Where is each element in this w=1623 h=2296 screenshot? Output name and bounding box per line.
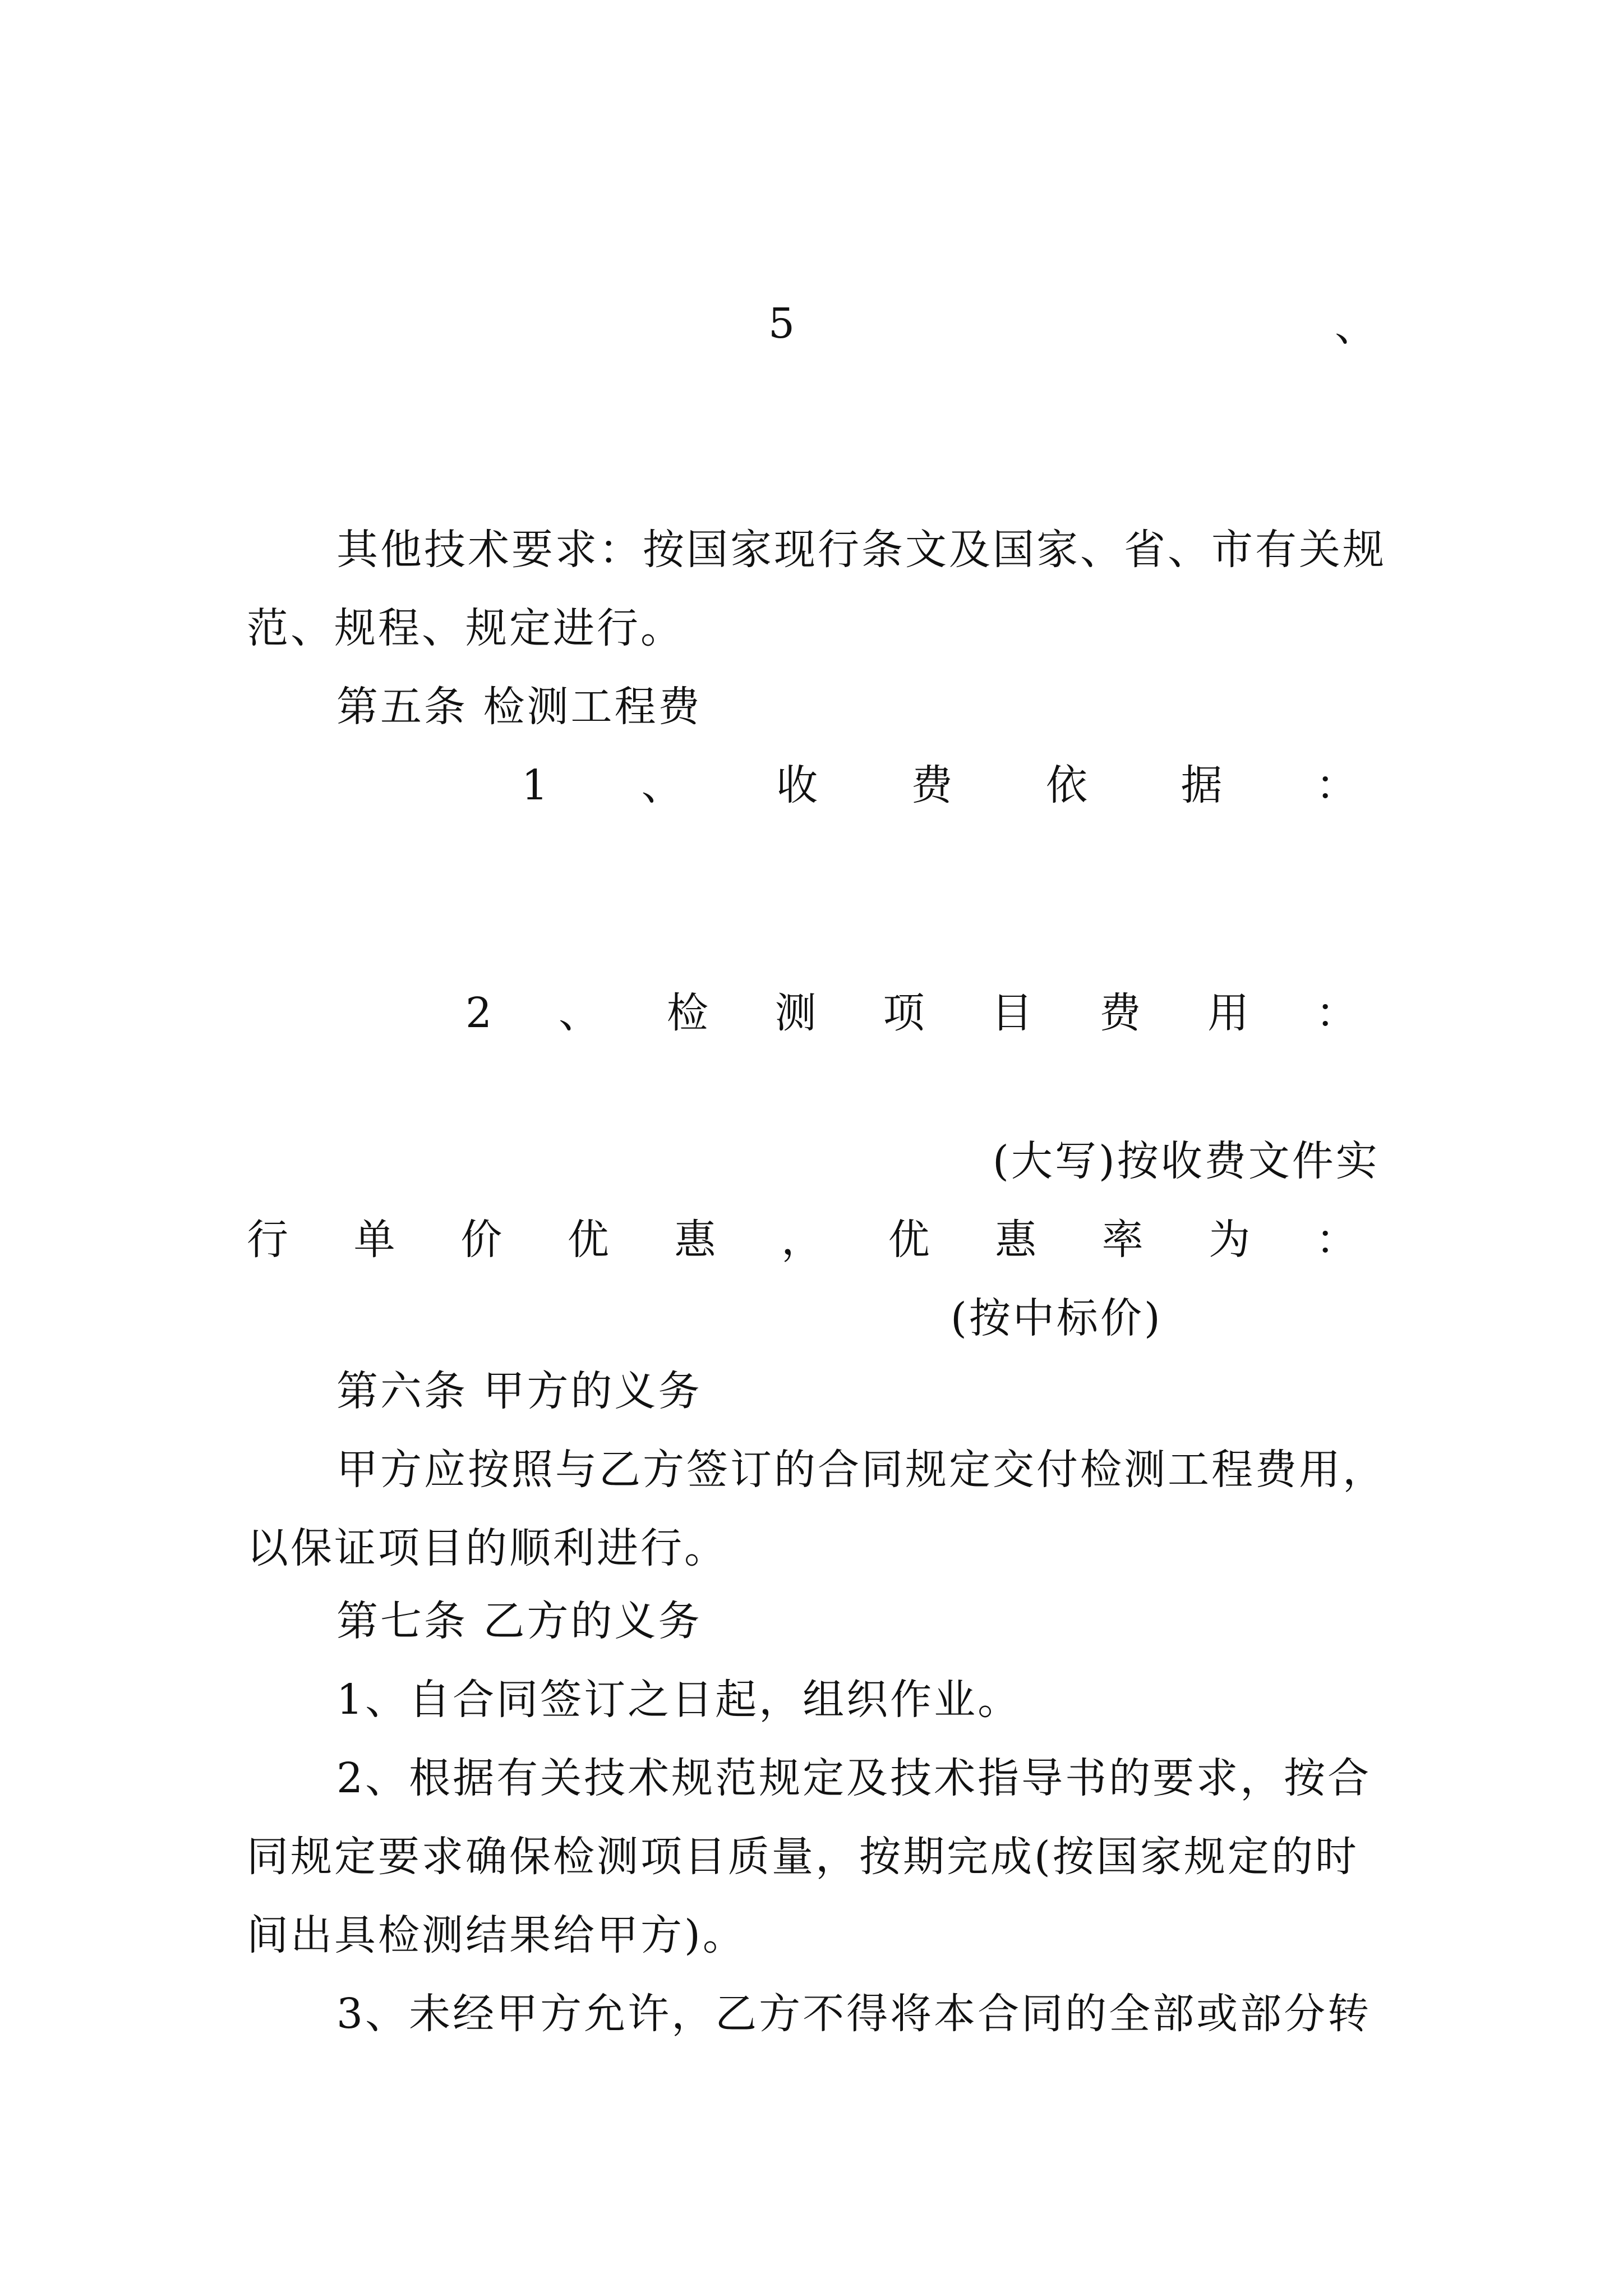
item-fee-char: 费 — [1099, 989, 1141, 1037]
item-fee-char: ： — [1315, 989, 1357, 1037]
article7-item2-line2: 同规定要求确保检测项目质量，按期完成(按国家规定的时 — [247, 1833, 1359, 1881]
item-fee-char: 2 — [465, 989, 492, 1037]
item-fee-char: 检 — [666, 989, 708, 1037]
item5-number: 5 — [768, 300, 797, 348]
article7-item3-line1: 3、未经甲方允许，乙方不得将本合同的全部或部分转 — [336, 1990, 1372, 2038]
article5-title: 第五条 检测工程费 — [336, 683, 702, 731]
item-fee-char: 、 — [558, 989, 600, 1037]
item-fee-char: 目 — [991, 989, 1033, 1037]
fee-basis-line — [522, 761, 1357, 809]
discount-char: 率 — [1101, 1216, 1144, 1264]
fee-basis-char: 收 — [776, 761, 818, 809]
discount-char: 价 — [460, 1216, 502, 1264]
bid-price-note: (按中标价) — [951, 1294, 1163, 1342]
item-fee-line — [465, 989, 1357, 1037]
article7-item2-line3: 间出具检测结果给甲方)。 — [247, 1911, 746, 1959]
item-fee-char: 项 — [883, 989, 925, 1037]
fee-basis-char: 费 — [911, 761, 953, 809]
fee-basis-char: 据 — [1181, 761, 1223, 809]
article7-item1: 1、自合同签订之日起，组织作业。 — [336, 1676, 1022, 1724]
item-fee-char: 测 — [774, 989, 817, 1037]
fee-basis-char: 依 — [1046, 761, 1088, 809]
discount-char: 惠 — [995, 1216, 1037, 1264]
discount-rate-line — [247, 1216, 1357, 1264]
fee-basis-char: 、 — [641, 761, 683, 809]
article7-title: 第七条 乙方的义务 — [336, 1597, 702, 1645]
fee-basis-char: 1 — [522, 761, 548, 809]
article6-title: 第六条 甲方的义务 — [336, 1367, 702, 1415]
other-tech-requirements-line1: 其他技术要求：按国家现行条文及国家、省、市有关规 — [336, 526, 1386, 574]
item5-separator: 、 — [1335, 302, 1378, 351]
discount-char: ， — [781, 1216, 823, 1264]
other-tech-requirements-line2: 范、规程、规定进行。 — [247, 604, 684, 652]
article7-item2-line1: 2、根据有关技术规范规定及技术指导书的要求，按合 — [336, 1754, 1372, 1802]
discount-char: 单 — [353, 1216, 395, 1264]
discount-char: ： — [1315, 1216, 1357, 1264]
discount-char: 为 — [1209, 1216, 1251, 1264]
discount-char: 优 — [888, 1216, 930, 1264]
discount-char: 行 — [247, 1216, 288, 1264]
fee-basis-char: ： — [1316, 761, 1357, 809]
article6-text-line1: 甲方应按照与乙方签订的合同规定交付检测工程费用， — [336, 1446, 1386, 1494]
discount-char: 优 — [567, 1216, 609, 1264]
item-fee-char: 用 — [1207, 989, 1249, 1037]
article6-text-line2: 以保证项目的顺利进行。 — [247, 1524, 728, 1572]
capital-amount-line: (大写)按收费文件实 — [993, 1137, 1380, 1185]
discount-char: 惠 — [674, 1216, 716, 1264]
